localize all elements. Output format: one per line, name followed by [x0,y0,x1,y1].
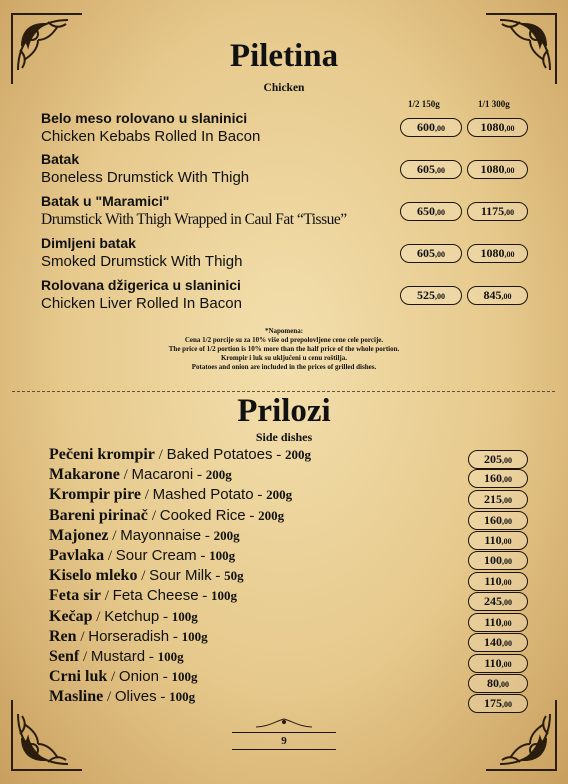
price-full: 845,00 [467,286,528,305]
section-title-chicken: Piletina [229,38,339,74]
price-half: 600,00 [400,118,462,137]
price-full: 1080,00 [467,244,528,263]
side-price: 160,00 [468,511,528,530]
item-name-sr: Dimljeni batak [41,235,136,251]
price-full: 1175,00 [467,202,528,221]
item-name-en: Boneless Drumstick With Thigh [41,169,250,186]
item-name-en: Chicken Liver Rolled In Bacon [41,295,242,312]
page-number: 9 [232,732,336,750]
footnote-line: The price of 1/2 portion is 10% more than the half price of the whole portion. [168,345,400,353]
side-price: 215,00 [468,490,528,509]
corner-ornament-icon [8,696,86,774]
section-subtitle-sides: Side dishes [255,430,313,444]
page-ornament-icon [254,717,314,729]
item-name-en: Smoked Drumstick With Thigh [41,253,243,270]
menu-item [41,277,401,314]
item-name-sr: Batak u "Maramici" [41,193,170,209]
price-full: 1080,00 [467,118,528,137]
side-price: 100,00 [468,551,528,570]
side-item: Kiselo mleko / Sour Milk - 50g [49,567,244,584]
side-price: 205,00 [468,450,528,469]
side-item: Krompir pire / Mashed Potato - 200g [49,486,293,503]
footnote-heading: *Napomena: [264,327,304,335]
side-item: Senf / Mustard - 100g [49,648,184,665]
side-item: Pavlaka / Sour Cream - 100g [49,547,236,564]
column-header-half: 1/2 150g [408,99,440,109]
side-price: 110,00 [468,613,528,632]
side-price: 175,00 [468,694,528,713]
menu-item [41,193,401,230]
menu-item [41,151,401,188]
footnote-line: Cena 1/2 porcije su za 10% više od prepolovljene cene cele porcije. [184,336,384,344]
price-full: 1080,00 [467,160,528,179]
item-name-en: Drumstick With Thigh Wrapped in Caul Fat “Tissue” [41,211,347,228]
price-half: 605,00 [400,244,462,263]
side-item: Bareni pirinač / Cooked Rice - 200g [49,507,285,524]
side-price: 110,00 [468,531,528,550]
side-item: Majonez / Mayonnaise - 200g [49,527,240,544]
menu-item [41,235,401,272]
side-item: Crni luk / Onion - 100g [49,668,198,685]
column-header-full: 1/1 300g [478,99,510,109]
side-price: 245,00 [468,592,528,611]
side-item: Masline / Olives - 100g [49,688,196,705]
item-name-sr: Batak [41,151,80,167]
footnote [0,327,568,372]
side-price: 110,00 [468,654,528,673]
side-price: 140,00 [468,633,528,652]
side-item: Kečap / Ketchup - 100g [49,608,198,625]
item-name-en: Chicken Kebabs Rolled In Bacon [41,128,261,145]
section-title-sides: Prilozi [237,393,331,429]
side-item: Ren / Horseradish - 100g [49,628,208,645]
menu-item [41,110,401,147]
side-item: Makarone / Macaroni - 200g [49,466,232,483]
item-name-sr: Rolovana džigerica u slaninici [41,277,241,293]
footnote-line: Krompir i luk su uključeni u cenu roštilja. [220,354,348,362]
side-price: 160,00 [468,469,528,488]
side-item: Pečeni krompir / Baked Potatoes - 200g [49,446,311,463]
price-half: 525,00 [400,286,462,305]
price-half: 650,00 [400,202,462,221]
side-item: Feta sir / Feta Cheese - 100g [49,587,238,604]
side-price: 110,00 [468,572,528,591]
section-subtitle-chicken: Chicken [263,82,305,94]
footnote-line: Potatoes and onion are included in the prices of grilled dishes. [191,363,377,371]
item-name-sr: Belo meso rolovano u slaninici [41,110,248,126]
price-half: 605,00 [400,160,462,179]
side-price: 80,00 [468,674,528,693]
